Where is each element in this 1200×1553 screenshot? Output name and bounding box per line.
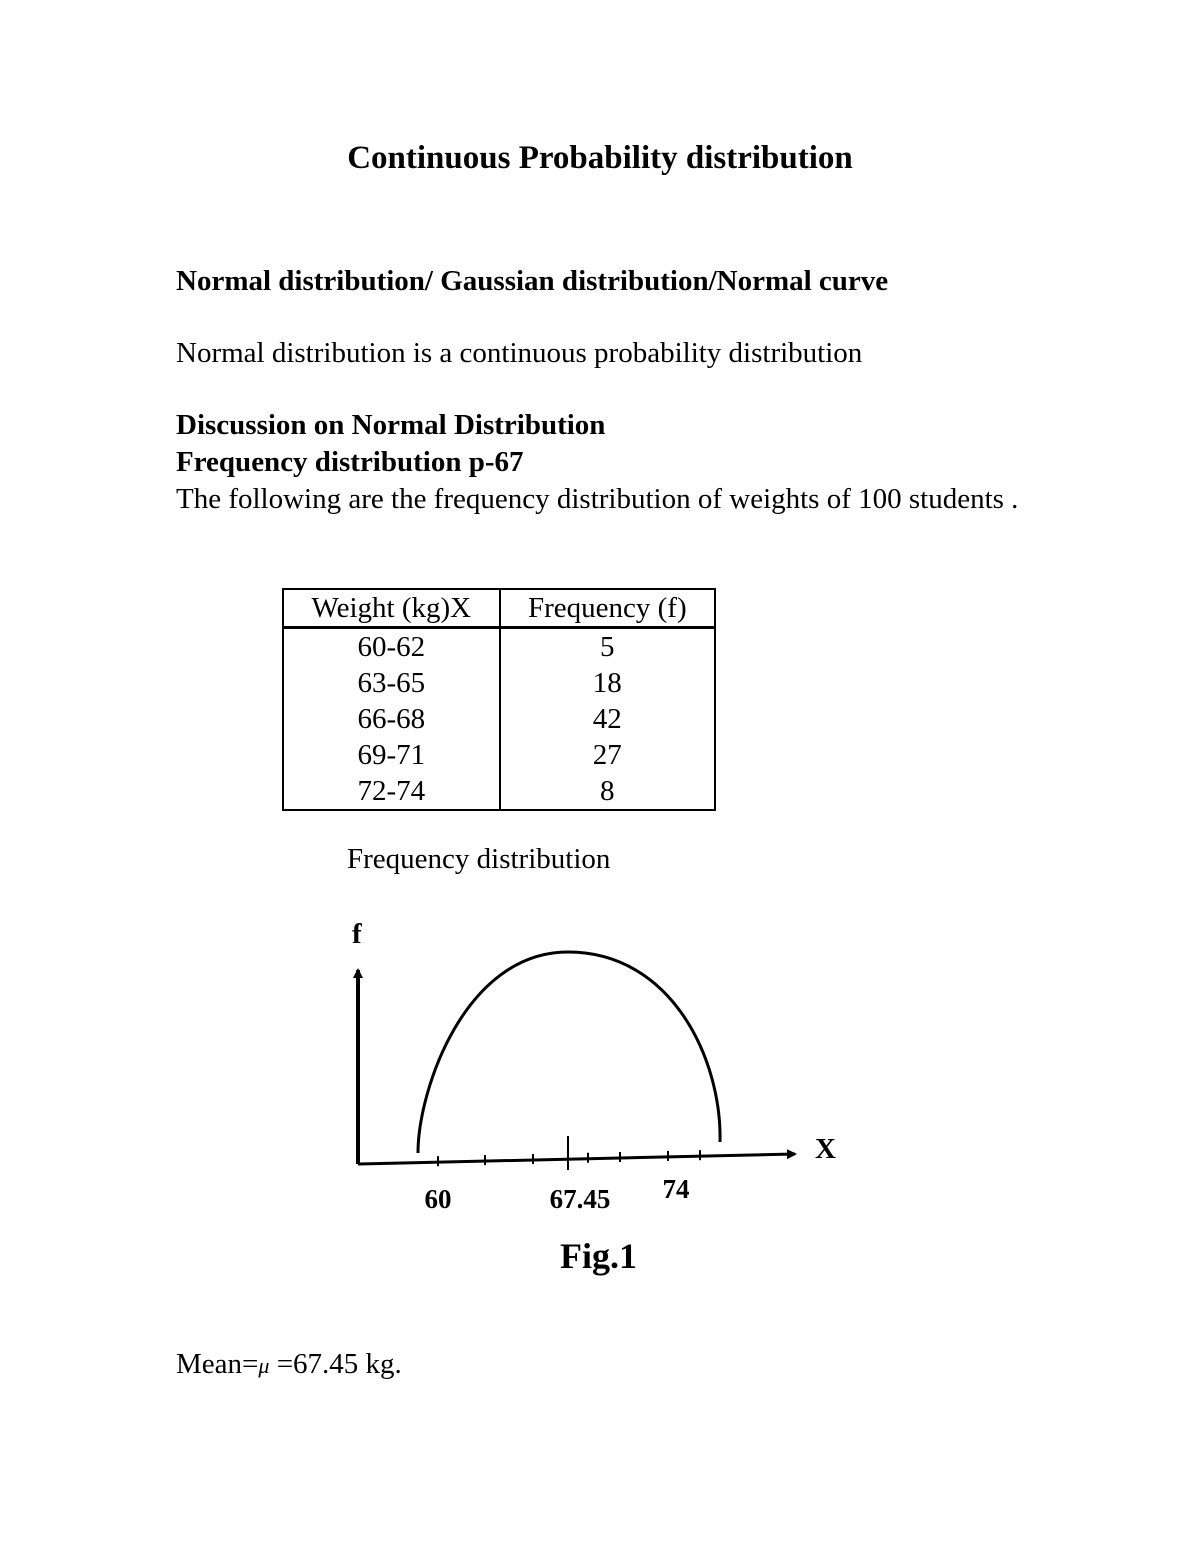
page-title: Continuous Probability distribution — [347, 140, 853, 176]
figure-label: Fig.1 — [560, 1236, 637, 1276]
description-paragraph: The following are the frequency distribution of weights of 100 students . — [176, 483, 1019, 515]
column-header-weight: Weight (kg)X — [283, 589, 500, 628]
table-header-row — [283, 589, 715, 628]
frequency-cell: 18 — [500, 665, 715, 701]
x-tick-label: 67.45 — [549, 1184, 611, 1214]
frequency-cell: 27 — [500, 737, 715, 773]
table-row — [283, 665, 715, 701]
intro-text: Normal distribution is a continuous probability distribution — [176, 337, 863, 369]
mean-prefix: Mean= — [176, 1348, 259, 1380]
weight-cell: 60-62 — [357, 631, 426, 663]
x-axis — [358, 1154, 795, 1164]
frequency-cell: 42 — [500, 701, 715, 737]
table-row — [283, 628, 715, 666]
frequency-curve — [418, 952, 720, 1153]
section-heading-normal-distribution: Normal distribution/ Gaussian distribution/Normal curve — [176, 265, 889, 297]
column-header-frequency: Frequency (f) — [500, 589, 715, 628]
section-heading-discussion: Discussion on Normal Distribution — [176, 409, 606, 441]
frequency-curve-chart — [330, 910, 870, 1220]
mu-symbol: μ — [258, 1353, 270, 1378]
x-tick-label: 60 — [424, 1184, 452, 1214]
table-row — [283, 773, 715, 810]
frequency-cell: 5 — [500, 628, 715, 666]
table-row — [283, 737, 715, 773]
y-axis-label: f — [352, 918, 362, 950]
weight-cell: 69-71 — [357, 739, 426, 771]
mean-value: =67.45 kg. — [269, 1348, 402, 1380]
mean-statement — [176, 1348, 402, 1381]
chart-caption: Frequency distribution — [347, 843, 611, 875]
frequency-cell: 8 — [500, 773, 715, 810]
frequency-table — [282, 588, 716, 811]
weight-cell: 66-68 — [357, 703, 426, 735]
table-row — [283, 701, 715, 737]
weight-cell: 63-65 — [357, 667, 426, 699]
section-heading-frequency: Frequency distribution p-67 — [176, 446, 524, 478]
weight-cell: 72-74 — [357, 775, 426, 807]
x-axis-label: X — [815, 1133, 836, 1165]
x-tick-label: 74 — [662, 1174, 690, 1204]
